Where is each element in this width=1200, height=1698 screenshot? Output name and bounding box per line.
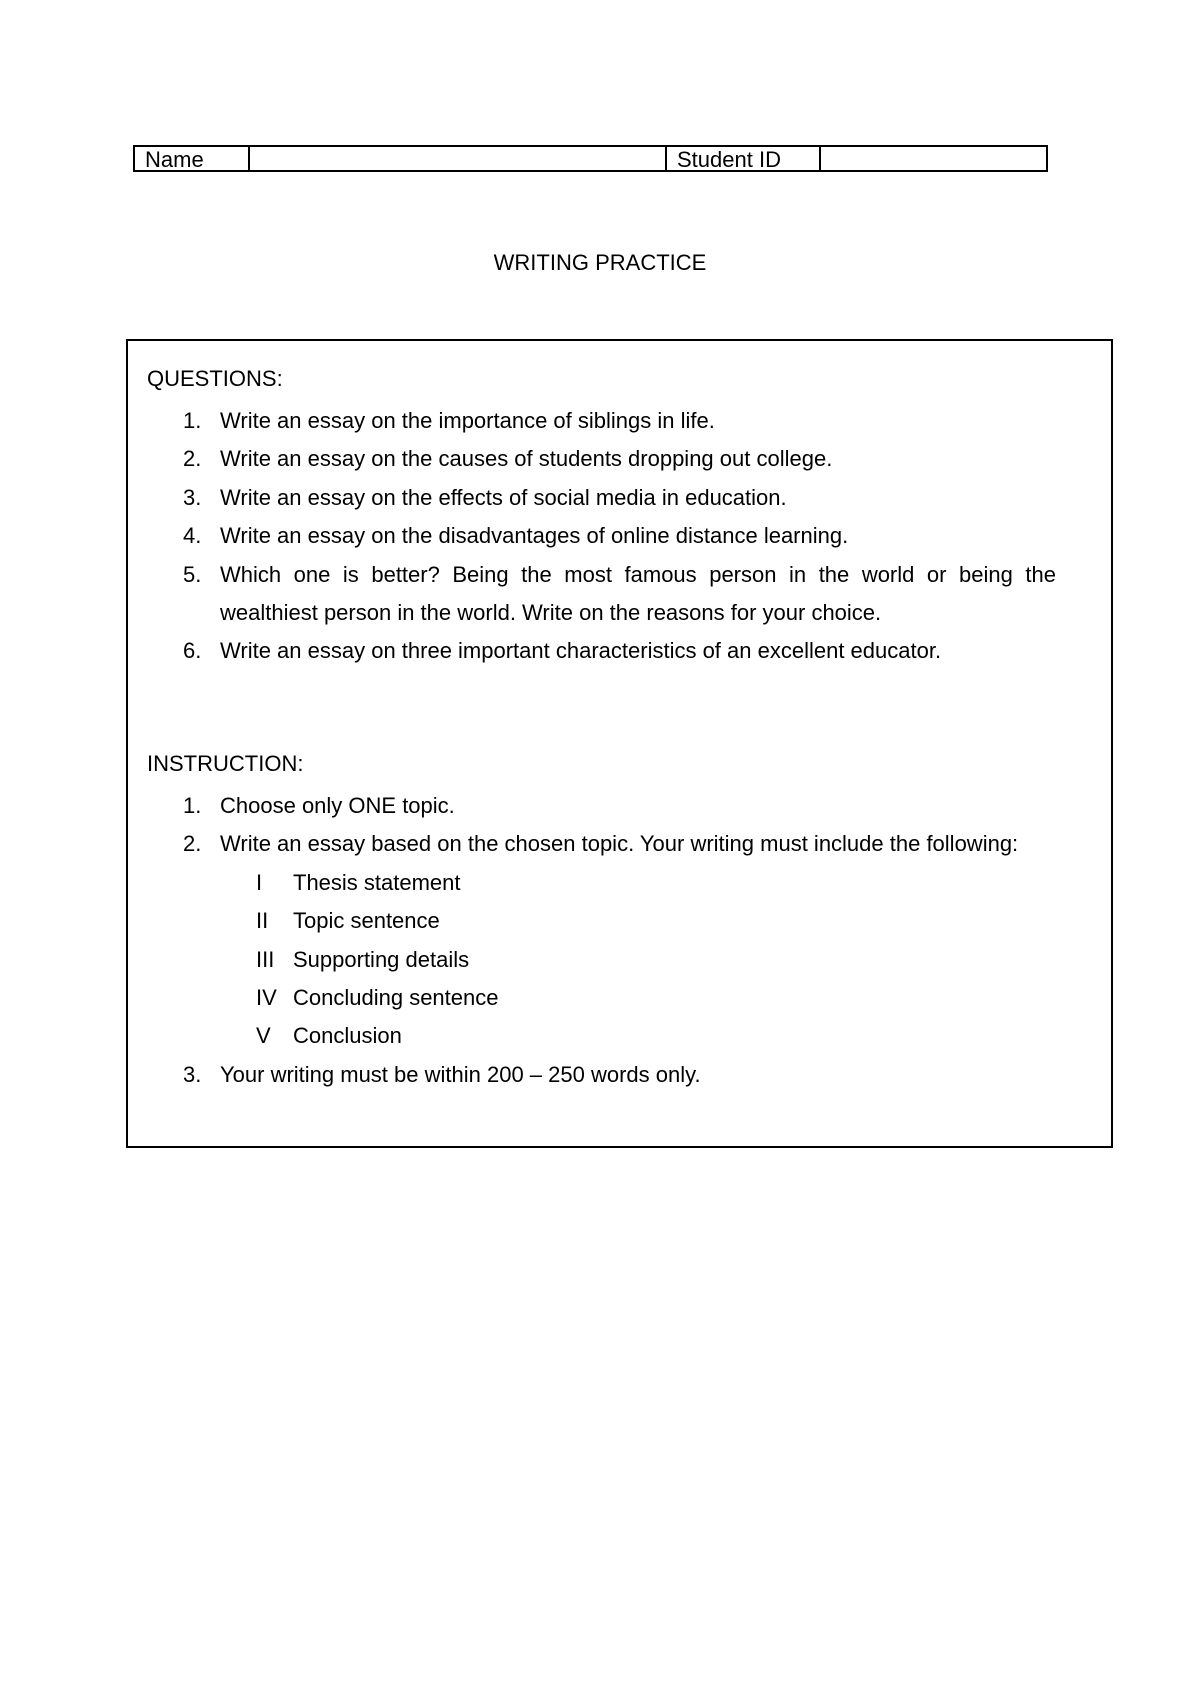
question-text: Write an essay on three important characteristics of an excellent educator. xyxy=(220,638,942,664)
essay-component-text: Concluding sentence xyxy=(293,985,499,1011)
instruction-heading: INSTRUCTION: xyxy=(147,751,304,776)
instruction-text: Choose only ONE topic. xyxy=(220,793,455,818)
instruction-item xyxy=(128,787,1111,825)
question-text: Write an essay on the causes of students dropping out college. xyxy=(220,446,833,472)
assignment-box xyxy=(126,339,1113,1148)
instruction-text: Write an essay based on the chosen topic. Your writing must include the following: xyxy=(220,831,1019,857)
roman-numeral: III xyxy=(256,946,275,972)
question-text: Write an essay on the importance of siblings in life. xyxy=(220,408,715,433)
questions-heading: QUESTIONS: xyxy=(147,366,283,391)
roman-numeral: IV xyxy=(256,985,277,1011)
question-number: 5. xyxy=(183,561,202,587)
student-id-label: Student ID xyxy=(667,147,821,170)
question-number: 6. xyxy=(183,638,202,664)
question-item xyxy=(128,440,1111,478)
essay-component-item xyxy=(128,1017,1111,1055)
instruction-number: 1. xyxy=(183,793,202,818)
essay-component-item xyxy=(128,941,1111,979)
essay-component-item xyxy=(128,902,1111,940)
instruction-item xyxy=(128,1056,1111,1094)
instruction-item xyxy=(128,825,1111,863)
essay-component-item xyxy=(128,864,1111,902)
question-text: Write an essay on the effects of social media in education. xyxy=(220,484,787,510)
name-label: Name xyxy=(135,147,250,170)
essay-component-text: Conclusion xyxy=(293,1023,402,1049)
questions-list xyxy=(128,402,1111,671)
roman-numeral: II xyxy=(256,908,269,934)
page-title: WRITING PRACTICE xyxy=(493,250,707,275)
instruction-number: 2. xyxy=(183,831,202,857)
essay-component-text: Supporting details xyxy=(293,946,470,972)
question-item xyxy=(128,556,1111,633)
question-item xyxy=(128,479,1111,517)
question-item xyxy=(128,517,1111,555)
instruction-list xyxy=(128,787,1111,1094)
student-id-field[interactable] xyxy=(821,147,1046,170)
question-number: 4. xyxy=(183,523,202,549)
student-info-table xyxy=(133,145,1048,172)
essay-component-item xyxy=(128,979,1111,1017)
question-item xyxy=(128,632,1111,670)
question-item xyxy=(128,402,1111,440)
essay-component-text: Thesis statement xyxy=(293,869,461,895)
instruction-text: Your writing must be within 200 – 250 words only. xyxy=(220,1061,701,1087)
instruction-number: 3. xyxy=(183,1061,202,1087)
question-number: 3. xyxy=(183,484,202,510)
roman-numeral: I xyxy=(256,869,263,895)
essay-components-list xyxy=(128,864,1111,1056)
essay-component-text: Topic sentence xyxy=(293,908,440,934)
name-field[interactable] xyxy=(250,147,667,170)
roman-numeral: V xyxy=(256,1023,271,1049)
question-text: Write an essay on the disadvantages of online distance learning. xyxy=(220,523,849,549)
question-text: Which one is better? Being the most famous person in the world or being the wealthiest person in the world. Write on the reasons for your choice. xyxy=(220,561,1056,626)
question-number: 1. xyxy=(183,408,202,433)
question-number: 2. xyxy=(183,446,202,472)
